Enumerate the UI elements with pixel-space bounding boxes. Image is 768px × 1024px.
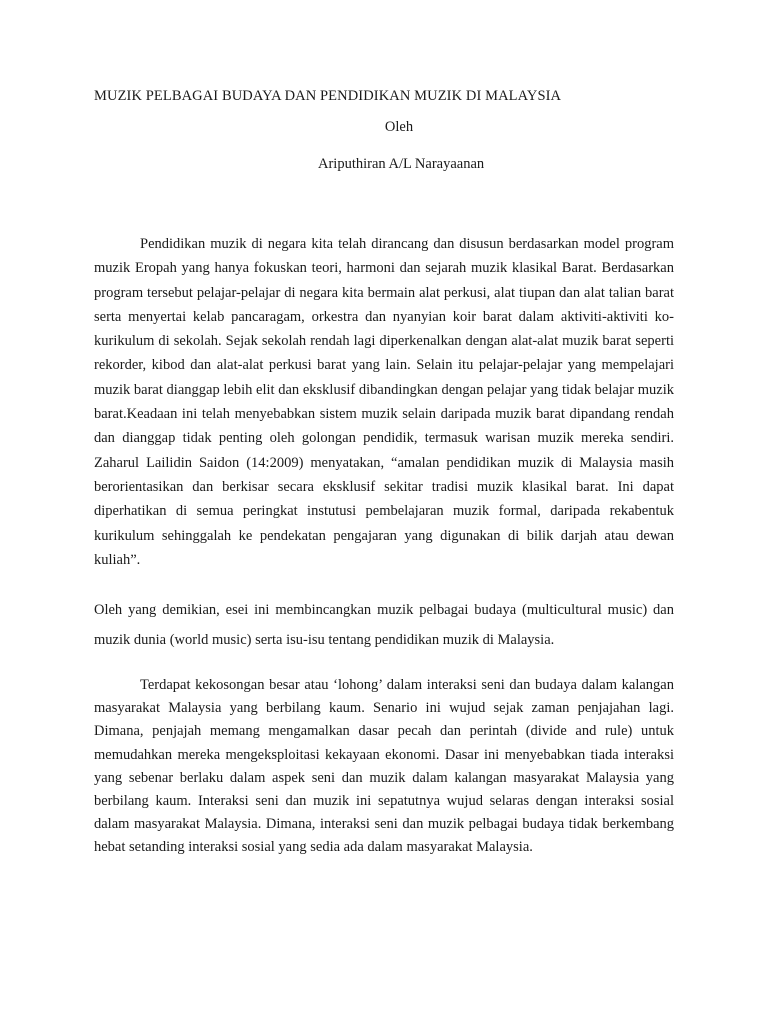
document-title: MUZIK PELBAGAI BUDAYA DAN PENDIDIKAN MUZIK DI MALAYSIA xyxy=(94,88,562,104)
byline-label xyxy=(0,119,768,136)
paragraph-2: Oleh yang demikian, esei ini membincangkan muzik pelbagai budaya (multicultural music) dan muzik dunia (world music) serta isu-isu tentang pendidikan muzik di Malaysia. xyxy=(94,602,674,648)
author-name: Ariputhiran A/L Narayaanan xyxy=(318,156,485,172)
byline-text: Oleh xyxy=(384,119,414,135)
paragraph-1: Pendidikan muzik di negara kita telah dirancang dan disusun berdasarkan model program muzik Eropah yang hanya fokuskan teori, harmoni dan sejarah muzik klasikal Barat. Berdasarkan program tersebut pelajar-pelajar di negara kita bermain alat perkusi, alat tiupan dan alat talian barat serta menyertai kelab pancaragam, orkestra dan nyanyian koir barat dalam aktiviti-aktiviti ko-kurikulum di sekolah. Sejak sekolah rendah lagi diperkenalkan dengan alat-alat muzik barat seperti rekorder, kibod dan alat-alat perkusi barat yang lain. Selain itu pelajar-pelajar yang mempelajari muzik barat dianggap lebih elit dan eksklusif dibandingkan dengan pelajar yang tidak belajar muzik barat.Keadaan ini telah menyebabkan sistem muzik selain daripada muzik barat dipandang rendah dan dianggap tidak penting oleh golongan pendidik, termasuk warisan muzik mereka sendiri. Zaharul Lailidin Saidon (14:2009) menyatakan, “amalan pendidikan muzik di Malaysia masih berorientasikan dan berkisar secara eksklusif sekitar tradisi muzik klasikal barat. Ini dapat diperhatikan di semua peringkat instutusi pembelajaran muzik formal, daripada rekabentuk kurikulum sehinggalah ke pendekatan pengajaran yang digunakan di bilik darjah atau dewan kuliah”. xyxy=(94,236,674,568)
paragraph-3: Terdapat kekosongan besar atau ‘lohong’ dalam interaksi seni dan budaya dalam kalangan masyarakat Malaysia yang berbilang kaum. Senario ini wujud sejak zaman penjajahan lagi. Dimana, penjajah memang mengamalkan dasar pecah dan perintah (divide and rule) untuk memudahkan mereka mengeksploitasi kekayaan ekonomi. Dasar ini menyebabkan tiada interaksi yang sebenar berlaku dalam aspek seni dan muzik dalam kalangan masyarakat Malaysia yang berbilang kaum. Interaksi seni dan muzik ini sepatutnya wujud selaras dengan interaksi sosial dalam masyarakat Malaysia. Dimana, interaksi seni dan muzik pelbagai budaya tidak berkembang hebat setanding interaksi sosial yang sedia ada dalam masyarakat Malaysia. xyxy=(94,677,674,856)
